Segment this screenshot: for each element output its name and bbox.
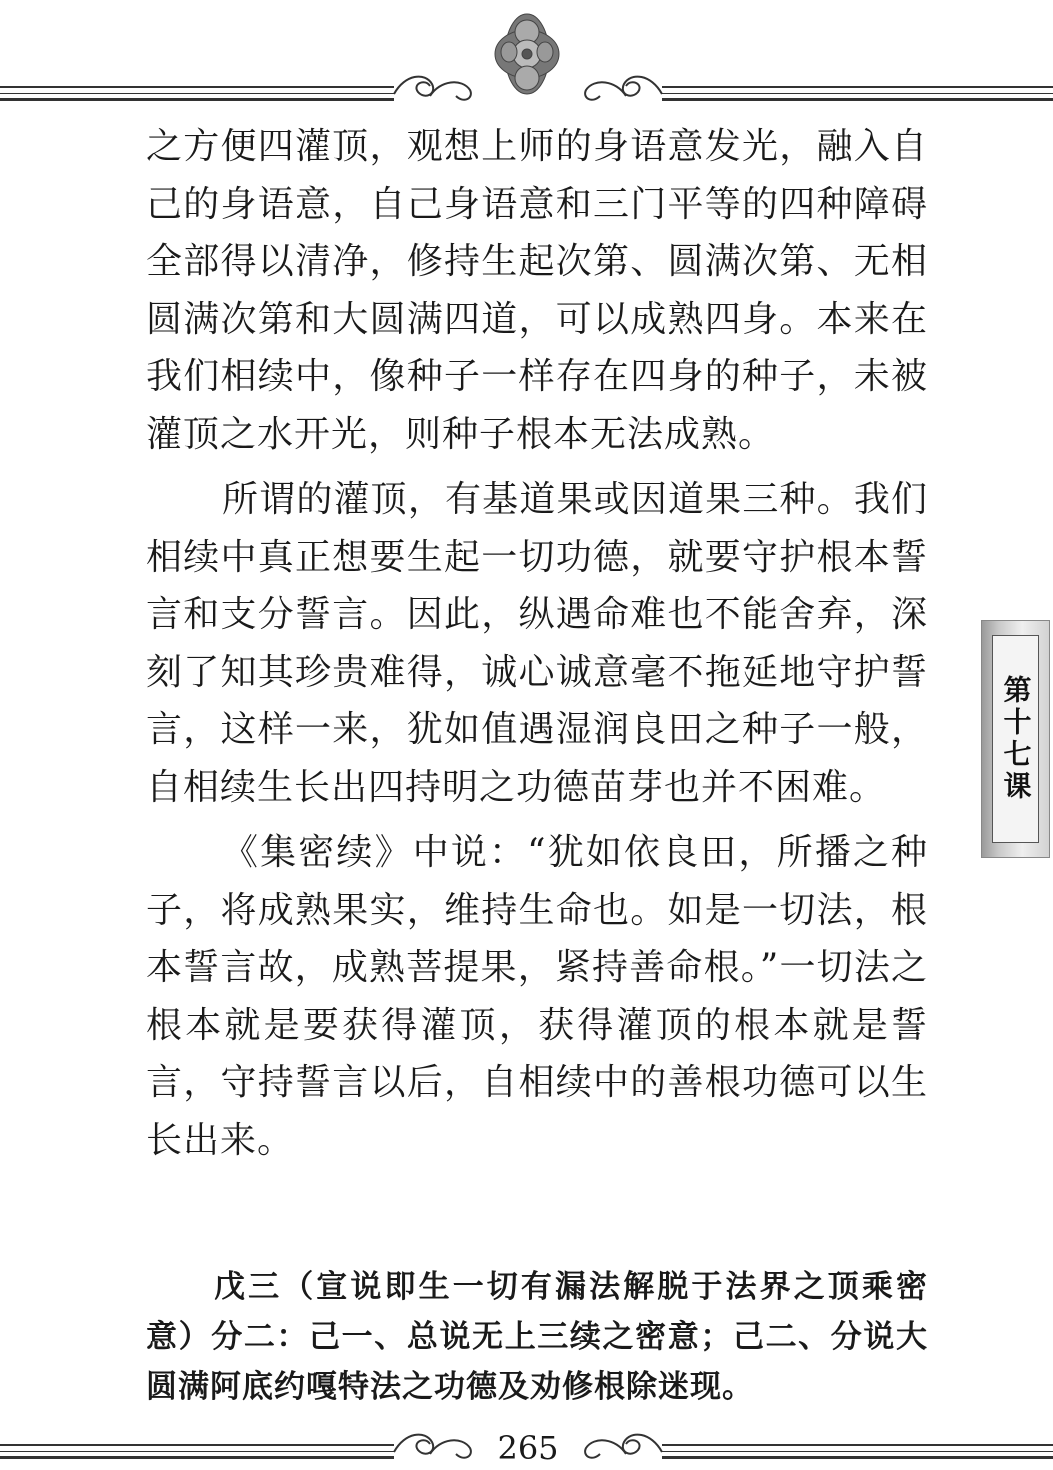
page-number: 265 [476,1428,580,1468]
chapter-side-tab [981,620,1050,858]
body-paragraph-3: 《集密续》中说：“犹如依良田，所播之种子，将成熟果实，维持生命也。如是一切法，根本誓言故，成熟菩提果，紧持善命根。”一切法之根本就是要获得灌顶，获得灌顶的根本就是誓言，守持誓言以后，自相续中的善根功德可以生长出来。 [146,832,928,1161]
chapter-side-tab-label: 第十七课 [999,675,1033,803]
body-paragraph-2: 所谓的灌顶，有基道果或因道果三种。我们相续中真正想要生起一切功德，就要守护根本誓言和支分誓言。因此，纵遇命难也不能舍弃，深刻了知其珍贵难得，诚心诚意毫不拖延地守护誓言，这样一来，犹如值遇湿润良田之种子一般，自相续生长出四持明之功德苗芽也并不困难。 [146,479,928,808]
body-paragraph-1: 之方便四灌顶，观想上师的身语意发光，融入自己的身语意，自己身语意和三门平等的四种障碍全部得以清净，修持生起次第、圆满次第、无相圆满次第和大圆满四道，可以成熟四身。本来在我们相续中，像种子一样存在四身的种子，未被灌顶之水开光，则种子根本无法成熟。 [146,126,928,455]
section-heading: 戊三（宣说即生一切有漏法解脱于法界之顶乘密意）分二：己一、总说无上三续之密意；己二、分说大圆满阿底约嘎特法之功德及劝修根除迷现。 [146,1269,928,1405]
chapter-side-tab-frame [992,635,1039,843]
header-flower-ornament-icon [487,2,567,106]
page-body [146,118,928,1169]
